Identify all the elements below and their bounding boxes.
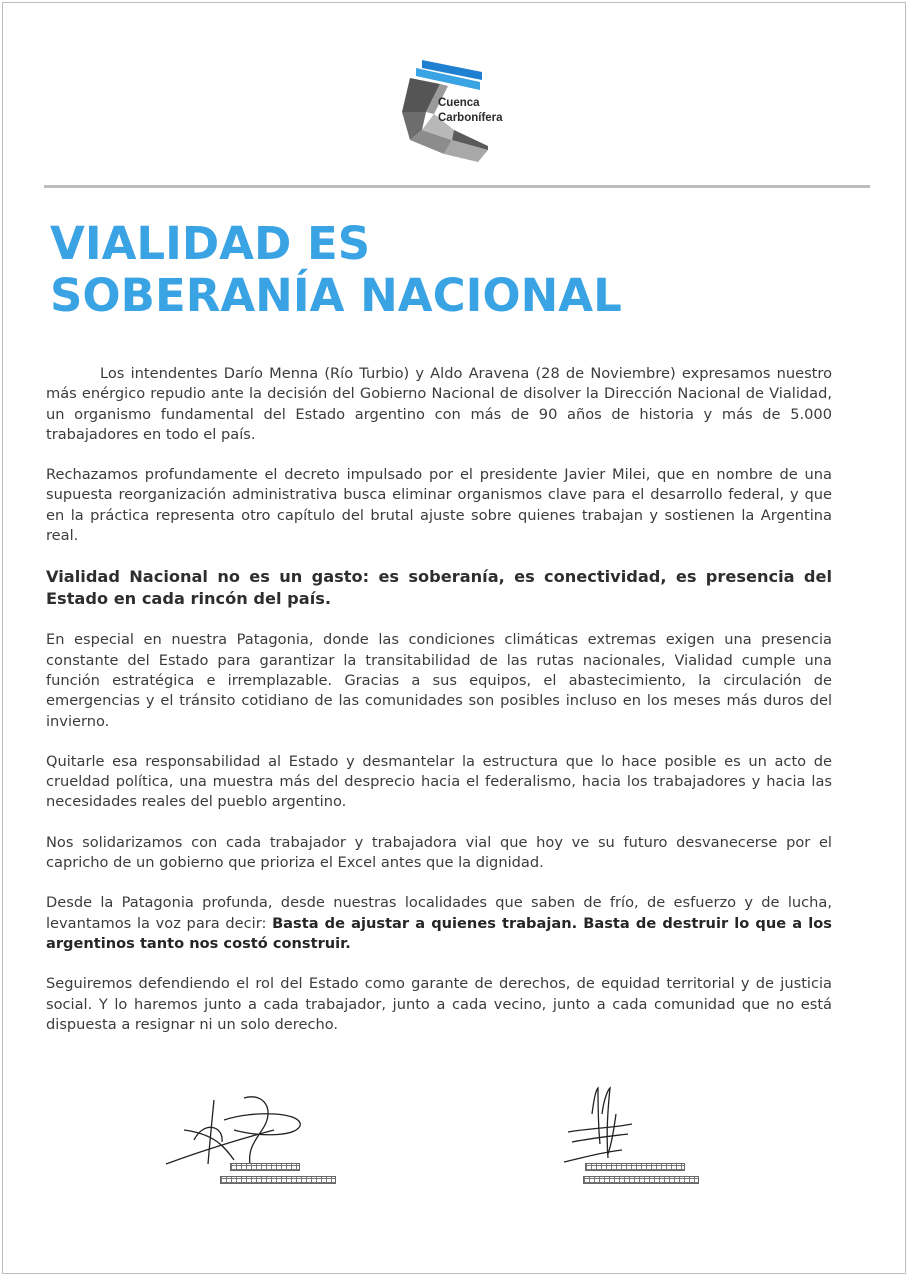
paragraph-7-text: Desde la Patagonia profunda, desde nuestras localidades que saben de frío, de esfuerzo y de lucha, levantamos la voz para decir: (46, 894, 832, 932)
paragraph-4: En especial en nuestra Patagonia, donde las condiciones climáticas extremas exigen una presencia constante del Estado para garantizar la transitabilidad de las rutas nacionales, Vialidad cumple una función estratégica e irremplazable. Gracias a sus equipos, el abastecimiento, la circulación de emergencias y el tránsito cotidiano de las comunidades son posibles incluso en los meses más duros del invierno. (46, 631, 832, 730)
signature-right (562, 1084, 662, 1168)
paragraph-6: Nos solidarizamos con cada trabajador y trabajadora vial que hoy ve su futuro desvanecerse por el capricho de un gobierno que prioriza el Excel antes que la dignidad. (46, 833, 832, 872)
redacted-name-right (585, 1163, 685, 1171)
redacted-title-right (583, 1176, 699, 1184)
title-line-1: VIALIDAD ES (50, 217, 371, 270)
page-title (50, 218, 850, 322)
paragraph-highlight: Vialidad Nacional no es un gasto: es soberanía, es conectividad, es presencia del Estado en cada rincón del país. (46, 567, 832, 609)
paragraph-7 (46, 893, 832, 954)
handwritten-signature-icon (164, 1090, 314, 1170)
signature-left (164, 1090, 314, 1170)
header-divider (44, 185, 870, 188)
logo-text-line1: Cuenca (438, 97, 480, 109)
paragraph-5: Quitarle esa responsabilidad al Estado y desmantelar la estructura que lo hace posible es un acto de crueldad política, una muestra más del desprecio hacia el federalismo, hacia los trabajadores y hacia las necesidades reales del pueblo argentino. (46, 752, 832, 811)
title-line-2: SOBERANÍA NACIONAL (50, 269, 622, 322)
paragraph-8: Seguiremos defendiendo el rol del Estado como garante de derechos, de equidad territorial y de justicia social. Y lo haremos junto a cada trabajador, junto a cada vecino, junto a cada comunidad que no está dispuesta a resignar ni un solo derecho. (46, 975, 832, 1033)
statement-body (46, 364, 832, 1055)
handwritten-signature-icon (562, 1084, 662, 1168)
paragraph-2: Rechazamos profundamente el decreto impulsado por el presidente Javier Milei, que en nombre de una supuesta reorganización administrativa busca eliminar organismos clave para el desarrollo federal, y que en la práctica representa otro capítulo del brutal ajuste sobre quienes trabajan y sostienen la Argentina real. (46, 466, 832, 545)
logo-text-line2: Carbonífera (438, 112, 503, 124)
redacted-name-left (230, 1163, 300, 1171)
redacted-title-left (220, 1176, 336, 1184)
paragraph-1: Los intendentes Darío Menna (Río Turbio) y Aldo Aravena (28 de Noviembre) expresamos nuestro más enérgico repudio ante la decisión del Gobierno Nacional de disolver la Dirección Nacional de Vialidad, un organismo fundamental del Estado argentino con más de 90 años de historia y más de 5.000 trabajadores en todo el país. (46, 365, 832, 443)
paragraph-7-bold: Basta de ajustar a quienes trabajan. Basta de destruir lo que a los argentinos tanto nos costó construir. (46, 914, 832, 952)
